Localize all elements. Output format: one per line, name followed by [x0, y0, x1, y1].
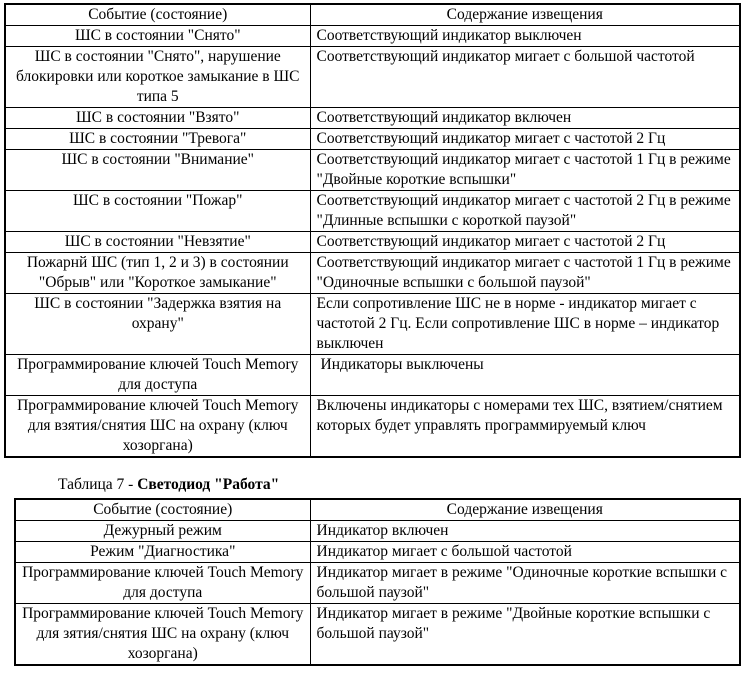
notice-cell: Индикатор включен	[310, 521, 740, 542]
notice-cell: Включены индикаторы с номерами тех ШС, взятием/снятием которых будет управлять программируемый ключ	[310, 396, 740, 458]
event-cell: ШС в состоянии "Внимание"	[5, 150, 310, 191]
table-row	[5, 47, 740, 108]
event-cell: ШС в состоянии "Снято", нарушение блокировки или короткое замыкание в ШС типа 5	[5, 47, 310, 108]
notice-cell: Индикаторы выключены	[310, 355, 740, 396]
event-cell: Режим "Диагностика"	[15, 542, 310, 563]
column-header-content: Содержание извещения	[310, 499, 740, 521]
notice-cell: Соответствующий индикатор включен	[310, 108, 740, 129]
table-row	[15, 563, 740, 604]
table-row	[5, 396, 740, 458]
column-header-event: Событие (состояние)	[15, 499, 310, 521]
event-cell: Пожарнй ШС (тип 1, 2 и 3) в состоянии "Обрыв" или "Короткое замыкание"	[5, 253, 310, 294]
table-row	[15, 521, 740, 542]
table-header-row	[15, 499, 740, 521]
event-cell: ШС в состоянии "Взято"	[5, 108, 310, 129]
table-row	[5, 129, 740, 150]
event-cell: ШС в состоянии "Тревога"	[5, 129, 310, 150]
notice-cell: Соответствующий индикатор мигает с частотой 1 Гц в режиме "Одиночные вспышки с большой паузой"	[310, 253, 740, 294]
notice-cell: Если сопротивление ШС не в норме - индикатор мигает с частотой 2 Гц. Если сопротивление ШС в норме – индикатор выключен	[310, 294, 740, 355]
table-row	[5, 108, 740, 129]
event-cell: Программирование ключей Touch Memory для доступа	[15, 563, 310, 604]
event-cell: Программирование ключей Touch Memory для зятия/снятия ШС на охрану (ключ хозоргана)	[15, 604, 310, 666]
event-cell: Дежурный режим	[15, 521, 310, 542]
notice-cell: Индикатор мигает в режиме "Двойные короткие вспышки с большой паузой"	[310, 604, 740, 666]
table-row	[5, 253, 740, 294]
notice-cell: Индикатор мигает с большой частотой	[310, 542, 740, 563]
table-row	[15, 542, 740, 563]
table-row	[5, 355, 740, 396]
event-cell: ШС в состоянии "Снято"	[5, 26, 310, 47]
indicator-table	[4, 3, 741, 458]
event-cell: Программирование ключей Touch Memory для доступа	[5, 355, 310, 396]
caption-prefix: Таблица 7 -	[58, 476, 138, 493]
notice-cell: Соответствующий индикатор мигает с большой частотой	[310, 47, 740, 108]
event-cell: ШС в состоянии "Пожар"	[5, 191, 310, 232]
notice-cell: Соответствующий индикатор выключен	[310, 26, 740, 47]
table-caption	[58, 476, 279, 494]
table-row	[15, 604, 740, 666]
event-cell: ШС в состоянии "Невзятие"	[5, 232, 310, 253]
table-row	[5, 191, 740, 232]
notice-cell: Соответствующий индикатор мигает с частотой 2 Гц	[310, 129, 740, 150]
table-header-row	[5, 4, 740, 26]
table-row	[5, 294, 740, 355]
caption-title: Светодиод "Работа"	[137, 476, 280, 493]
notice-cell: Соответствующий индикатор мигает с частотой 2 Гц в режиме "Длинные вспышки с короткой паузой"	[310, 191, 740, 232]
work-led-table	[14, 498, 741, 666]
table-row	[5, 26, 740, 47]
event-cell: Программирование ключей Touch Memory для взятия/снятия ШС на охрану (ключ хозоргана)	[5, 396, 310, 458]
column-header-content: Содержание извещения	[310, 4, 740, 26]
notice-cell: Соответствующий индикатор мигает с частотой 2 Гц	[310, 232, 740, 253]
notice-cell: Индикатор мигает в режиме "Одиночные короткие вспышки с большой паузой"	[310, 563, 740, 604]
table-row	[5, 150, 740, 191]
event-cell: ШС в состоянии "Задержка взятия на охрану"	[5, 294, 310, 355]
column-header-event: Событие (состояние)	[5, 4, 310, 26]
table-row	[5, 232, 740, 253]
notice-cell: Соответствующий индикатор мигает с частотой 1 Гц в режиме "Двойные короткие вспышки"	[310, 150, 740, 191]
